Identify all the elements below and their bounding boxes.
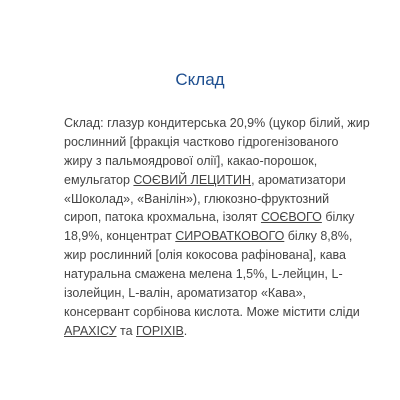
text-fragment: . [183,323,188,338]
composition-line-1 [64,114,370,133]
allergen-link-whey[interactable]: СИРОВАТКОВОГО [175,229,285,244]
text-fragment: жир рослинний [олія кокосова рафінована], кава [64,248,346,263]
composition-line-3 [64,152,348,171]
text-fragment: жиру з пальмоядрової олії], какао-порошок, [64,153,318,168]
text-fragment: 18,9%, концентрат [64,229,176,244]
composition-text [64,114,370,341]
text-fragment: , ароматизатори [251,172,346,187]
allergen-link-soy[interactable]: СОЄВОГО [260,210,322,225]
allergen-link-nuts[interactable]: ГОРІХІВ [136,323,184,338]
composition-line-12 [64,322,348,341]
text-fragment: Склад: глазур кондитерська 20,9% (цукор білий, жир [64,116,370,130]
section-title: Склад [175,70,225,89]
text-fragment: рослинний [фракція частково гідрогенізованого [64,134,339,149]
text-fragment: сироп, патока крохмальна, ізолят [64,210,261,225]
text-fragment: білку 8,8%, [284,229,353,244]
composition-line-8 [64,246,348,265]
composition-line-9 [64,265,348,284]
text-fragment: білку [321,210,355,225]
allergen-link-peanuts[interactable]: АРАХІСУ [64,323,117,338]
composition-line-4 [64,171,348,190]
allergen-link-soy-lecithin[interactable]: СОЄВИЙ ЛЕЦИТИН [133,172,252,187]
text-fragment: натуральна смажена мелена 1,5%, L-лейцин, L- [64,267,343,282]
composition-line-11 [64,303,360,322]
composition-line-10 [64,284,348,303]
composition-line-2 [64,133,348,152]
text-fragment: ізолейцин, L-валін, ароматизатор «Кава», [64,286,307,301]
composition-line-5 [64,190,348,209]
text-fragment: та [116,323,137,338]
composition-line-6 [64,208,355,227]
text-fragment: «Шоколад», «Ванілін»), глюкозно-фруктозний [64,191,330,206]
text-fragment: консервант сорбінова кислота. Може містити сліди [64,304,360,319]
composition-line-7 [64,227,353,246]
text-fragment: емульгатор [64,172,134,187]
